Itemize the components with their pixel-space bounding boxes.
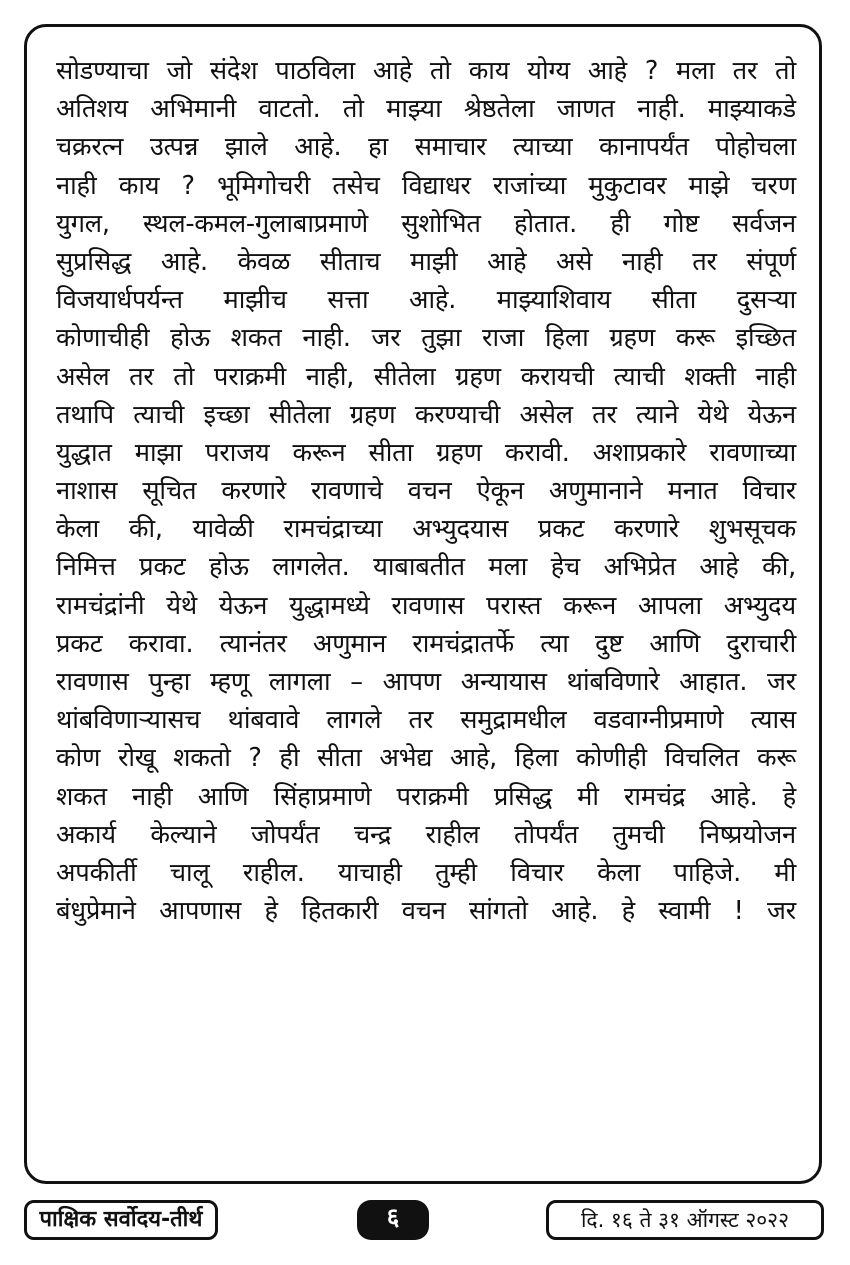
text-line: केला की, यावेळी रामचंद्राच्या अभ्युदयास प्रकट करणारे शुभसूचक xyxy=(56,514,796,545)
text-line: कोणाचीही होऊ शकत नाही. जर तुझा राजा हिला ग्रहण करू इच्छित xyxy=(56,323,796,354)
text-line: सोडण्याचा जो संदेश पाठविला आहे तो काय योग्य आहे ? मला तर तो xyxy=(56,56,796,86)
text-line: चक्ररत्न उत्पन्न झाले आहे. हा समाचार त्याच्या कानापर्यंत पोहोचला xyxy=(56,132,796,163)
text-line: बंधुप्रेमाने आपणास हे हितकारी वचन सांगतो आहे. हे स्वामी ! जर xyxy=(56,896,796,927)
text-line: अतिशय अभिमानी वाटतो. तो माझ्या श्रेष्ठतेला जाणत नाही. माझ्याकडे xyxy=(56,94,796,125)
text-line: रावणास पुन्हा म्हणू लागला – आपण अन्यायास थांबविणारे आहात. जर xyxy=(56,667,796,697)
text-line: रामचंद्रांनी येथे येऊन युद्धामध्ये रावणास परास्त करून आपला अभ्युदय xyxy=(56,590,796,621)
text-line: युगल, स्थल-कमल-गुलाबाप्रमाणे सुशोभित होतात. ही गोष्ट सर्वजन xyxy=(56,208,796,239)
text-line: थांबविणाऱ्यासच थांबवावे लागले तर समुद्रामधील वडवाग्नीप्रमाणे त्यास xyxy=(56,705,796,736)
article-body xyxy=(56,52,796,930)
text-line: अकार्य केल्याने जोपर्यंत चन्द्र राहील तोपर्यंत तुमची निष्प्रयोजन xyxy=(56,819,796,850)
text-line: अपकीर्ती चालू राहील. याचाही तुम्ही विचार केला पाहिजे. मी xyxy=(56,857,796,888)
text-line: नाही काय ? भूमिगोचरी तसेच विद्याधर राजांच्या मुकुटावर माझे चरण xyxy=(56,170,796,201)
text-line: तथापि त्याची इच्छा सीतेला ग्रहण करण्याची असेल तर त्याने येथे येऊन xyxy=(56,399,796,430)
text-line: विजयार्धपर्यन्त माझीच सत्ता आहे. माझ्याशिवाय सीता दुसऱ्या xyxy=(56,285,796,316)
publication-name-badge: पाक्षिक सर्वोदय-तीर्थ xyxy=(24,1200,218,1240)
text-line: असेल तर तो पराक्रमी नाही, सीतेला ग्रहण करायची त्याची शक्ती नाही xyxy=(56,361,796,392)
page-number-badge: ६ xyxy=(357,1200,429,1240)
text-line: शकत नाही आणि सिंहाप्रमाणे पराक्रमी प्रसिद्ध मी रामचंद्र आहे. हे xyxy=(56,781,796,812)
text-line: युद्धात माझा पराजय करून सीता ग्रहण करावी. अशाप्रकारे रावणाच्या xyxy=(56,437,796,468)
text-line: नाशास सूचित करणारे रावणाचे वचन ऐकून अणुमानाने मनात विचार xyxy=(56,476,796,507)
text-line: प्रकट करावा. त्यानंतर अणुमान रामचंद्रातर्फे त्या दुष्ट आणि दुराचारी xyxy=(56,628,796,659)
text-line: निमित्त प्रकट होऊ लागलेत. याबाबतीत मला हेच अभिप्रेत आहे की, xyxy=(56,552,796,583)
issue-date-badge: दि. १६ ते ३१ ऑगस्ट २०२२ xyxy=(546,1200,824,1240)
text-line: कोण रोखू शकतो ? ही सीता अभेद्य आहे, हिला कोणीही विचलित करू xyxy=(56,743,796,774)
text-line: सुप्रसिद्ध आहे. केवळ सीताच माझी आहे असे नाही तर संपूर्ण xyxy=(56,246,796,277)
